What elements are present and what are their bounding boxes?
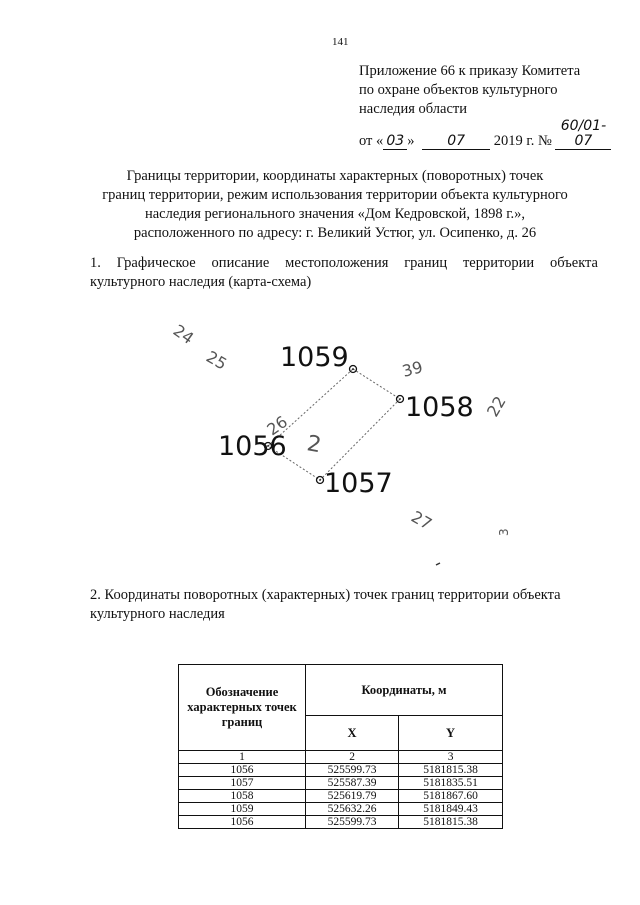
y-cell: 5181835.51 (399, 777, 503, 790)
header-point: Обозначение характерных точек границ (179, 665, 306, 751)
table-row (179, 764, 503, 777)
section-1-line-1: 1. Графическое описание местоположения границ территории объекта (90, 255, 598, 271)
order-number: 60/01-07 (555, 119, 611, 150)
appendix-line-1: Приложение 66 к приказу Комитета (359, 63, 581, 79)
point-cell: 1056 (179, 816, 306, 829)
column-number-row (179, 751, 503, 764)
section-1-heading (90, 254, 598, 292)
parcel-number: 2 (304, 431, 324, 459)
title-line-1: Границы территории, координаты характерных (поворотных) точек (126, 168, 544, 184)
x-cell: 525587.39 (306, 777, 399, 790)
y-cell: 5181815.38 (399, 816, 503, 829)
point-dot (399, 398, 401, 400)
date-year: 2019 г. № (493, 133, 552, 149)
header-x: X (306, 716, 399, 751)
title-line-3: наследия регионального значения «Дом Кедровской, 1898 г.», (144, 206, 526, 222)
date-day: 03 (383, 134, 407, 150)
table-row (179, 803, 503, 816)
table-row (179, 777, 503, 790)
coordinates-table (178, 664, 503, 829)
parcel-number: 24 (169, 320, 198, 348)
point-label-1058: 1058 (405, 392, 474, 423)
point-label-1059: 1059 (280, 342, 349, 373)
date-prefix: от « (359, 133, 384, 149)
y-cell: 5181849.43 (399, 803, 503, 816)
section-2-line-2: культурного наследия (90, 606, 225, 622)
point-dot (319, 479, 321, 481)
date-mid: » (407, 133, 415, 149)
parcel-number: 3 (497, 528, 511, 536)
table-row (179, 816, 503, 829)
x-cell: 525632.26 (306, 803, 399, 816)
page-number: 141 (332, 36, 349, 48)
point-cell: 1059 (179, 803, 306, 816)
point-dot (352, 368, 354, 370)
table-row (179, 790, 503, 803)
section-2-heading (90, 586, 598, 624)
title-line-4: расположенного по адресу: г. Великий Устюг, ул. Осипенко, д. 26 (133, 225, 537, 241)
x-cell: 525599.73 (306, 764, 399, 777)
parcel-number: 22 (483, 392, 510, 420)
appendix-header (359, 62, 611, 151)
y-cell: 5181867.60 (399, 790, 503, 803)
header-coordinates: Координаты, м (306, 665, 503, 716)
x-cell: 525619.79 (306, 790, 399, 803)
parcel-number: 26 (263, 412, 291, 440)
section-1-line-2: культурного наследия (карта-схема) (90, 274, 312, 290)
appendix-date-line (359, 119, 611, 151)
parcel-number: 25 (203, 347, 231, 374)
column-number: 3 (399, 751, 503, 764)
column-number: 2 (306, 751, 399, 764)
x-cell: 525599.73 (306, 816, 399, 829)
scan-mark (436, 563, 440, 565)
parcel-number: 27 (408, 507, 436, 534)
point-cell: 1058 (179, 790, 306, 803)
point-label-1057: 1057 (324, 468, 393, 499)
parcel-number: 39 (400, 357, 425, 381)
section-2-line-1: 2. Координаты поворотных (характерных) точек границ территории объекта (90, 587, 561, 603)
boundary-map-scheme (0, 300, 640, 580)
header-y: Y (399, 716, 503, 751)
title-line-2: границ территории, режим использования территории объекта культурного (102, 187, 568, 203)
point-cell: 1057 (179, 777, 306, 790)
appendix-line-3: наследия области (359, 101, 468, 117)
y-cell: 5181815.38 (399, 764, 503, 777)
document-title (70, 167, 600, 243)
column-number: 1 (179, 751, 306, 764)
point-label-1056: 1056 (218, 431, 287, 462)
appendix-line-2: по охране объектов культурного (359, 82, 558, 98)
date-month: 07 (422, 134, 490, 150)
point-cell: 1056 (179, 764, 306, 777)
